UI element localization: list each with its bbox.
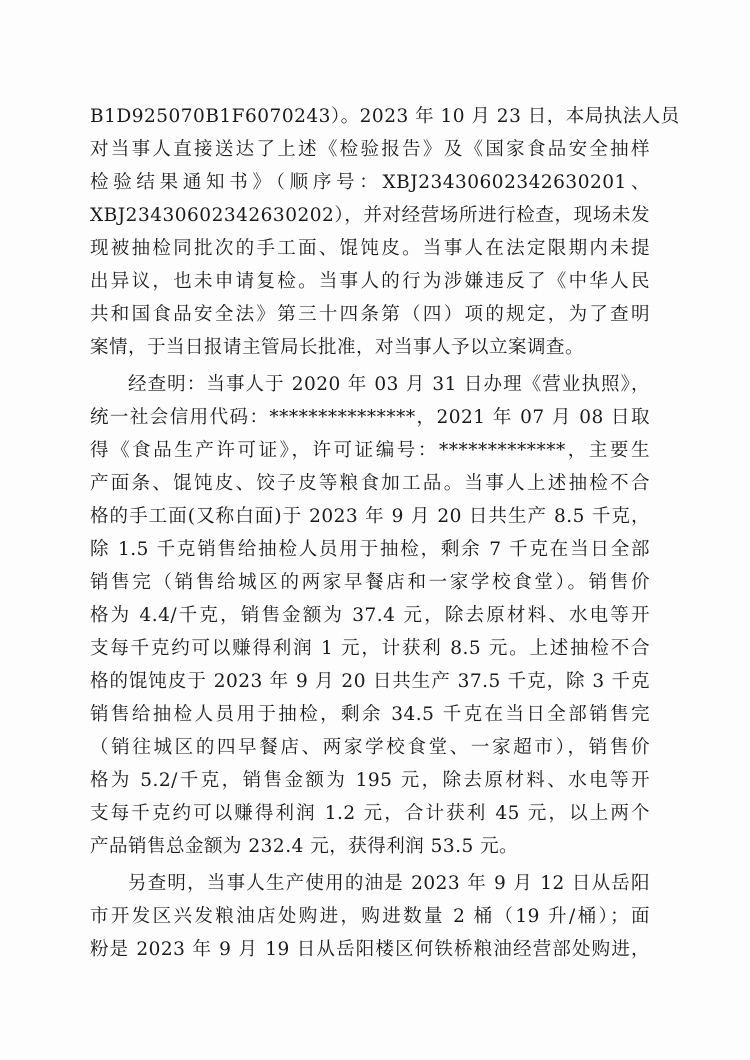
text-line: 格的馄饨皮于 2023 年 9 月 20 日共生产 37.5 千克，除 3 千克 xyxy=(90,671,650,692)
text-line: 销售完（销售给城区的两家早餐店和一家学校食堂）。销售价 xyxy=(90,572,650,593)
text-line: 现被抽检同批次的手工面、馄饨皮。当事人在法定限期内未提 xyxy=(90,238,650,259)
text-line: 格的手工面(又称白面)于 2023 年 9 月 20 日共生产 8.5 千克， xyxy=(90,506,650,527)
text-line: 对当事人直接送达了上述《检验报告》及《国家食品安全抽样 xyxy=(90,139,650,160)
text-line: 检验结果通知书》（顺序号：XBJ23430602342630201、 xyxy=(90,172,650,193)
text-line: （销往城区的四早餐店、两家学校食堂、一家超市），销售价 xyxy=(90,737,650,758)
text-line: 得《食品生产许可证》，许可证编号：*************，主要生 xyxy=(90,440,650,461)
text-line: 除 1.5 千克销售给抽检人员用于抽检，剩余 7 千克在当日全部 xyxy=(90,539,650,560)
text-line: 市开发区兴发粮油店处购进，购进数量 2 桶（19 升/桶）；面 xyxy=(90,906,650,927)
text-line: 统一社会信用代码：***************，2021 年 07 月 08 日取 xyxy=(90,407,650,428)
text-line: 案情，于当日报请主管局长批准，对当事人予以立案调查。 xyxy=(90,337,585,358)
text-line: 产面条、馄饨皮、饺子皮等粮食加工品。当事人上述抽检不合 xyxy=(90,473,650,494)
text-line: 格为 5.2/千克，销售金额为 195 元，除去原材料、水电等开 xyxy=(90,770,650,791)
paragraph-first-line: 经查明：当事人于 2020 年 03 月 31 日办理《营业执照》， xyxy=(128,374,650,395)
text-line: 粉是 2023 年 9 月 19 日从岳阳楼区何铁桥粮油经营部处购进， xyxy=(90,939,650,960)
text-line: 出异议，也未申请复检。当事人的行为涉嫌违反了《中华人民 xyxy=(90,271,650,292)
text-line: 产品销售总金额为 232.4 元，获得利润 53.5 元。 xyxy=(90,836,519,857)
text-line: B1D925070B1F6070243）。2023 年 10 月 23 日，本局执法人员 xyxy=(90,106,680,127)
text-line: 支每千克约可以赚得利润 1 元，计获利 8.5 元。上述抽检不合 xyxy=(90,638,650,659)
text-line: 销售给抽检人员用于抽检，剩余 34.5 千克在当日全部销售完 xyxy=(90,704,650,725)
text-line: XBJ23430602342630202），并对经营场所进行检查，现场未发 xyxy=(90,205,650,226)
text-line: 支每千克约可以赚得利润 1.2 元，合计获利 45 元，以上两个 xyxy=(90,803,650,824)
text-line: 格为 4.4/千克，销售金额为 37.4 元，除去原材料、水电等开 xyxy=(90,605,650,626)
paragraph-first-line: 另查明，当事人生产使用的油是 2023 年 9 月 12 日从岳阳 xyxy=(128,873,650,894)
text-line: 共和国食品安全法》第三十四条第（四）项的规定，为了查明 xyxy=(90,304,650,325)
